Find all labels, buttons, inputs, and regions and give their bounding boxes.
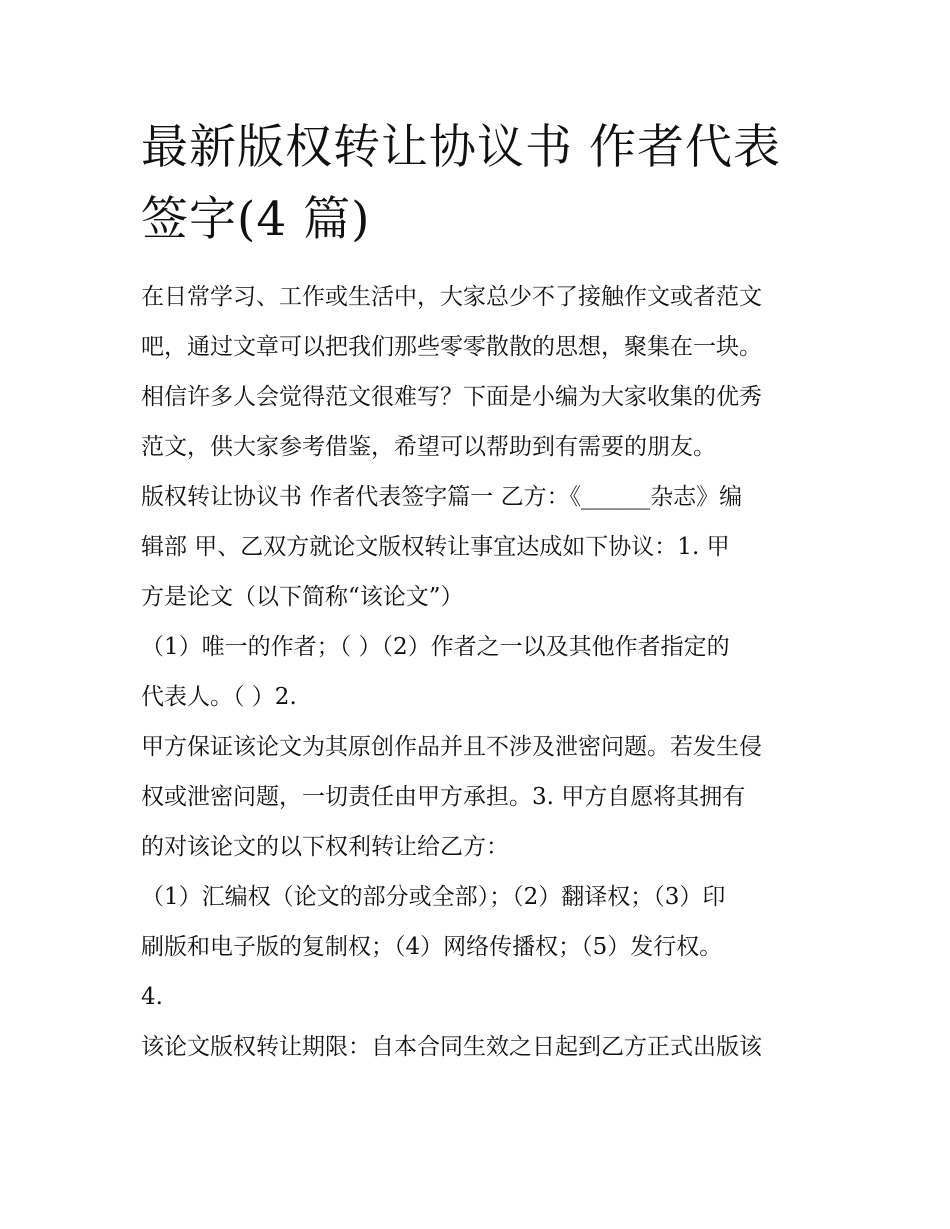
body-line: 版权转让协议书 作者代表签字篇一 乙方：《______杂志》编 [141,484,743,510]
body-line: 甲方保证该论文为其原创作品并且不涉及泄密问题。若发生侵 [141,734,762,760]
body-line: 代表人。（ ）2. [141,684,297,710]
title-line: 签字(4 篇) [141,192,371,247]
body-line: 相信许多人会觉得范文很难写？下面是小编为大家收集的优秀 [141,384,762,410]
body-line: 吧，通过文章可以把我们那些零零散散的思想，聚集在一块。 [141,334,762,360]
body-line: 的对该论文的以下权利转让给乙方： [141,834,509,860]
document-page [141,112,821,1072]
body-line: 辑部 甲、乙双方就论文版权转让事宜达成如下协议：1. 甲 [141,534,730,560]
title-line: 最新版权转让协议书 作者代表 [141,120,781,175]
body-line: 权或泄密问题，一切责任由甲方承担。3. 甲方自愿将其拥有 [141,784,746,810]
body-line: 范文，供大家参考借鉴，希望可以帮助到有需要的朋友。 [141,434,716,460]
body-line: 该论文版权转让期限：自本合同生效之日起到乙方正式出版该 [141,1034,762,1060]
body-line: 4. [141,984,163,1010]
body-line: （1）唯一的作者；（ ）（2）作者之一以及其他作者指定的 [141,634,730,660]
body-line: （1）汇编权（论文的部分或全部）；（2）翻译权；（3）印 [141,884,726,910]
document-body [141,272,821,1072]
body-line: 刷版和电子版的复制权；（4）网络传播权；（5）发行权。 [141,934,723,960]
body-line: 方是论文（以下简称“该论文”） [141,584,464,610]
document-title [141,112,821,256]
body-line: 在日常学习、工作或生活中，大家总少不了接触作文或者范文 [141,284,762,310]
